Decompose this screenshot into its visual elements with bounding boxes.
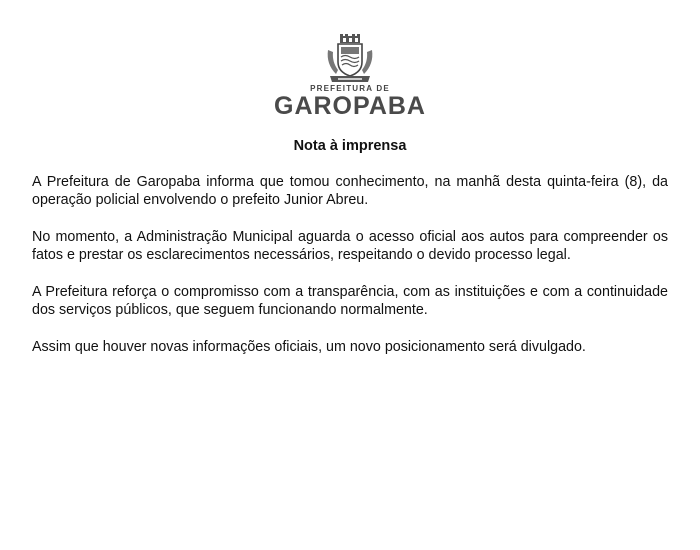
press-note-body: [32, 174, 668, 377]
paragraph-2: No momento, a Administração Municipal aguarda o acesso oficial aos autos para compreender os fatos e prestar os esclarecimentos necessários, respeitando o devido processo legal.: [32, 229, 668, 263]
logo-main-text: GAROPABA: [274, 92, 426, 120]
paragraph-4: Assim que houver novas informações oficiais, um novo posicionamento será divulgado.: [32, 339, 586, 355]
paragraph-1: A Prefeitura de Garopaba informa que tomou conhecimento, na manhã desta quinta-feira (8), da operação policial envolvendo o prefeito Junior Abreu.: [32, 174, 668, 208]
paragraph-3: A Prefeitura reforça o compromisso com a transparência, com as instituições e com a continuidade dos serviços públicos, que seguem funcionando normalmente.: [32, 284, 668, 318]
prefeitura-logo: [270, 34, 430, 124]
logo-top-text: PREFEITURA DE: [310, 84, 390, 93]
page-title: Nota à imprensa: [293, 138, 407, 154]
coat-of-arms-icon: [324, 34, 376, 84]
